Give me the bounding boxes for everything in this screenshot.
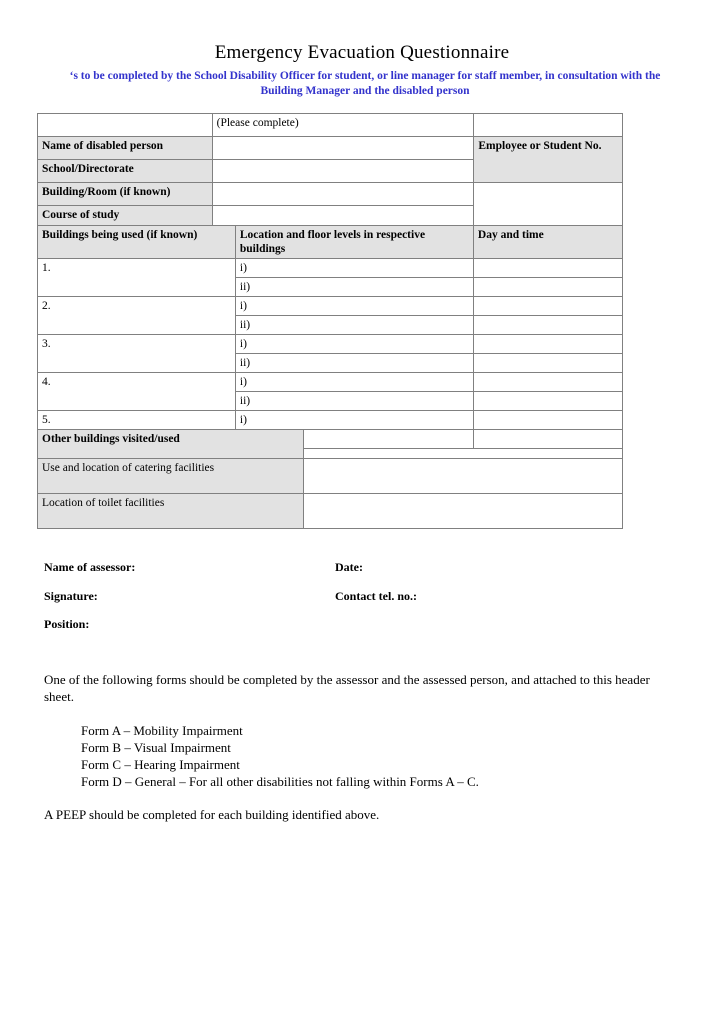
building-number-5[interactable]: 5.: [38, 411, 236, 449]
forms-list: [81, 722, 479, 790]
closing-intro-paragraph: One of the following forms should be completed by the assessor and the assessed person, and attached to this header sheet.: [44, 672, 650, 704]
building-3-location-ii[interactable]: ii): [235, 354, 473, 373]
building-2-location-ii[interactable]: ii): [235, 316, 473, 335]
building-3-daytime-ii[interactable]: [473, 354, 622, 373]
table-row: [38, 430, 623, 459]
spacer-cell: [38, 114, 213, 137]
table-row: [38, 373, 623, 392]
other-buildings-table: [37, 429, 623, 529]
building-4-location-i[interactable]: i): [235, 373, 473, 392]
input-school-directorate[interactable]: [212, 160, 474, 183]
building-number-4[interactable]: 4.: [38, 373, 236, 411]
table-row: [38, 183, 623, 206]
label-name-of-disabled-person: Name of disabled person: [38, 137, 213, 160]
list-item: Form B – Visual Impairment: [81, 740, 231, 755]
label-name-of-assessor: Name of assessor:: [44, 560, 136, 574]
building-4-daytime-i[interactable]: [473, 373, 622, 392]
buildings-used-table: [37, 225, 623, 449]
input-building-room[interactable]: [212, 183, 474, 206]
input-other-buildings-visited[interactable]: [304, 430, 623, 459]
list-item: Form A – Mobility Impairment: [81, 723, 243, 738]
table-row: [38, 259, 623, 278]
building-5-location-i[interactable]: i): [235, 411, 473, 430]
building-1-daytime-ii[interactable]: [473, 278, 622, 297]
list-item: Form D – General – For all other disabilities not falling within Forms A – C.: [81, 774, 479, 789]
table-row: [38, 137, 623, 160]
page-title: Emergency Evacuation Questionnaire: [214, 42, 510, 63]
label-position: Position:: [44, 617, 90, 631]
table-row: [38, 335, 623, 354]
spacer-cell-right: [474, 114, 623, 137]
header-location-and-floor-levels: Location and floor levels in respective buildings: [235, 226, 473, 259]
input-toilet-facilities[interactable]: [304, 494, 623, 529]
peep-note: A PEEP should be completed for each building identified above.: [44, 807, 380, 822]
list-item: Form C – Hearing Impairment: [81, 757, 240, 772]
building-number-3[interactable]: 3.: [38, 335, 236, 373]
building-1-location-ii[interactable]: ii): [235, 278, 473, 297]
header-buildings-being-used: Buildings being used (if known): [38, 226, 236, 259]
label-catering-facilities: Use and location of catering facilities: [38, 459, 304, 494]
building-2-daytime-ii[interactable]: [473, 316, 622, 335]
table-row: [38, 411, 623, 430]
building-1-daytime-i[interactable]: [473, 259, 622, 278]
building-3-daytime-i[interactable]: [473, 335, 622, 354]
input-catering-facilities[interactable]: [304, 459, 623, 494]
building-5-daytime-i[interactable]: [473, 411, 622, 430]
please-complete-cell: (Please complete): [212, 114, 474, 137]
building-number-1[interactable]: 1.: [38, 259, 236, 297]
label-contact-tel-no: Contact tel. no.:: [335, 589, 417, 603]
label-date: Date:: [335, 560, 363, 574]
table-header-row: [38, 226, 623, 259]
header-day-and-time: Day and time: [473, 226, 622, 259]
input-name-of-disabled-person[interactable]: [212, 137, 474, 160]
table-row: [38, 114, 623, 137]
table-row: [38, 297, 623, 316]
label-other-buildings-visited: Other buildings visited/used: [38, 430, 304, 459]
table-row: [38, 459, 623, 494]
building-3-location-i[interactable]: i): [235, 335, 473, 354]
building-number-2[interactable]: 2.: [38, 297, 236, 335]
label-building-room: Building/Room (if known): [38, 183, 213, 206]
input-employee-or-student-no[interactable]: [474, 183, 623, 229]
building-4-location-ii[interactable]: ii): [235, 392, 473, 411]
label-school-directorate: School/Directorate: [38, 160, 213, 183]
building-1-location-i[interactable]: i): [235, 259, 473, 278]
label-employee-or-student-no: Employee or Student No.: [474, 137, 623, 183]
label-toilet-facilities: Location of toilet facilities: [38, 494, 304, 529]
building-2-location-i[interactable]: i): [235, 297, 473, 316]
person-details-table: [37, 113, 623, 229]
label-course-of-study: Course of study: [38, 206, 213, 229]
building-4-daytime-ii[interactable]: [473, 392, 622, 411]
table-row: [38, 494, 623, 529]
page-subtitle: ‘s to be completed by the School Disability Officer for student, or line manager for staff member, in consultation with the Building Manager and the disabled person: [69, 70, 661, 97]
building-2-daytime-i[interactable]: [473, 297, 622, 316]
label-signature: Signature:: [44, 589, 98, 603]
